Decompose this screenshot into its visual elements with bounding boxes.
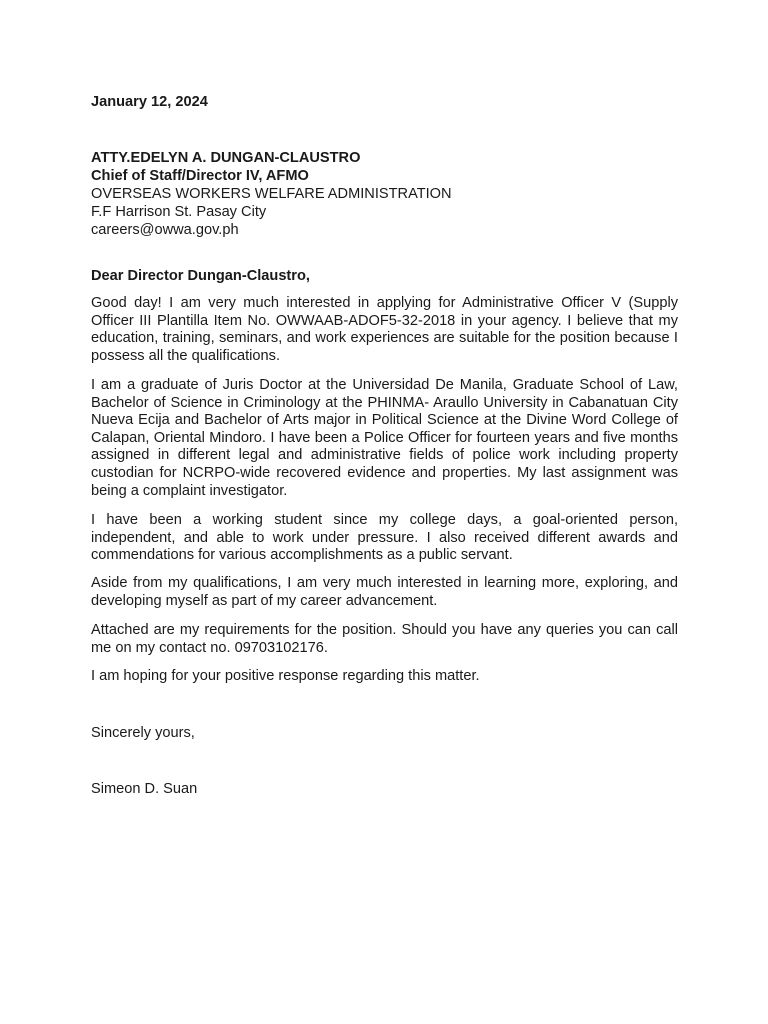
body-paragraph: I have been a working student since my college days, a goal-oriented person, independent, and able to work under pressure. I also received different awards and commendations for various accomplishments as a public servant. xyxy=(91,512,678,564)
salutation: Dear Director Dungan-Claustro, xyxy=(91,268,310,284)
recipient-position: Chief of Staff/Director IV, AFMO xyxy=(91,168,309,184)
recipient-block xyxy=(91,149,678,239)
signature-name: Simeon D. Suan xyxy=(91,781,198,797)
body-paragraph: Attached are my requirements for the position. Should you have any queries you can call me on my contact no. 09703102176. xyxy=(91,622,678,656)
closing: Sincerely yours, xyxy=(91,725,195,741)
body-paragraph: I am hoping for your positive response regarding this matter. xyxy=(91,668,480,684)
recipient-name: ATTY.EDELYN A. DUNGAN-CLAUSTRO xyxy=(91,150,361,166)
recipient-email: careers@owwa.gov.ph xyxy=(91,222,239,238)
body-paragraph: Good day! I am very much interested in applying for Administrative Officer V (Supply Officer III Plantilla Item No. OWWAAB-ADOF5-32-2018 in your agency. I believe that my education, training, seminars, and work experiences are suitable for the position because I possess all the qualifications. xyxy=(91,295,678,364)
body-paragraph: I am a graduate of Juris Doctor at the Universidad De Manila, Graduate School of Law, Bachelor of Science in Criminology at the PHINMA- Araullo University in Cabanatuan City Nueva Ecija and Bachelor of Arts major in Political Science at the Divine Word College of Calapan, Oriental Mindoro. I have been a Police Officer for fourteen years and five months assigned in different legal and administrative fields of police work including property custodian for NCRPO-wide recovered evidence and properties. My last assignment was being a complaint investigator. xyxy=(91,377,678,499)
body-paragraph: Aside from my qualifications, I am very much interested in learning more, exploring, and developing myself as part of my career advancement. xyxy=(91,575,678,609)
recipient-address: F.F Harrison St. Pasay City xyxy=(91,204,267,220)
letter-date: January 12, 2024 xyxy=(91,94,208,110)
recipient-organization: OVERSEAS WORKERS WELFARE ADMINISTRATION xyxy=(91,186,452,202)
